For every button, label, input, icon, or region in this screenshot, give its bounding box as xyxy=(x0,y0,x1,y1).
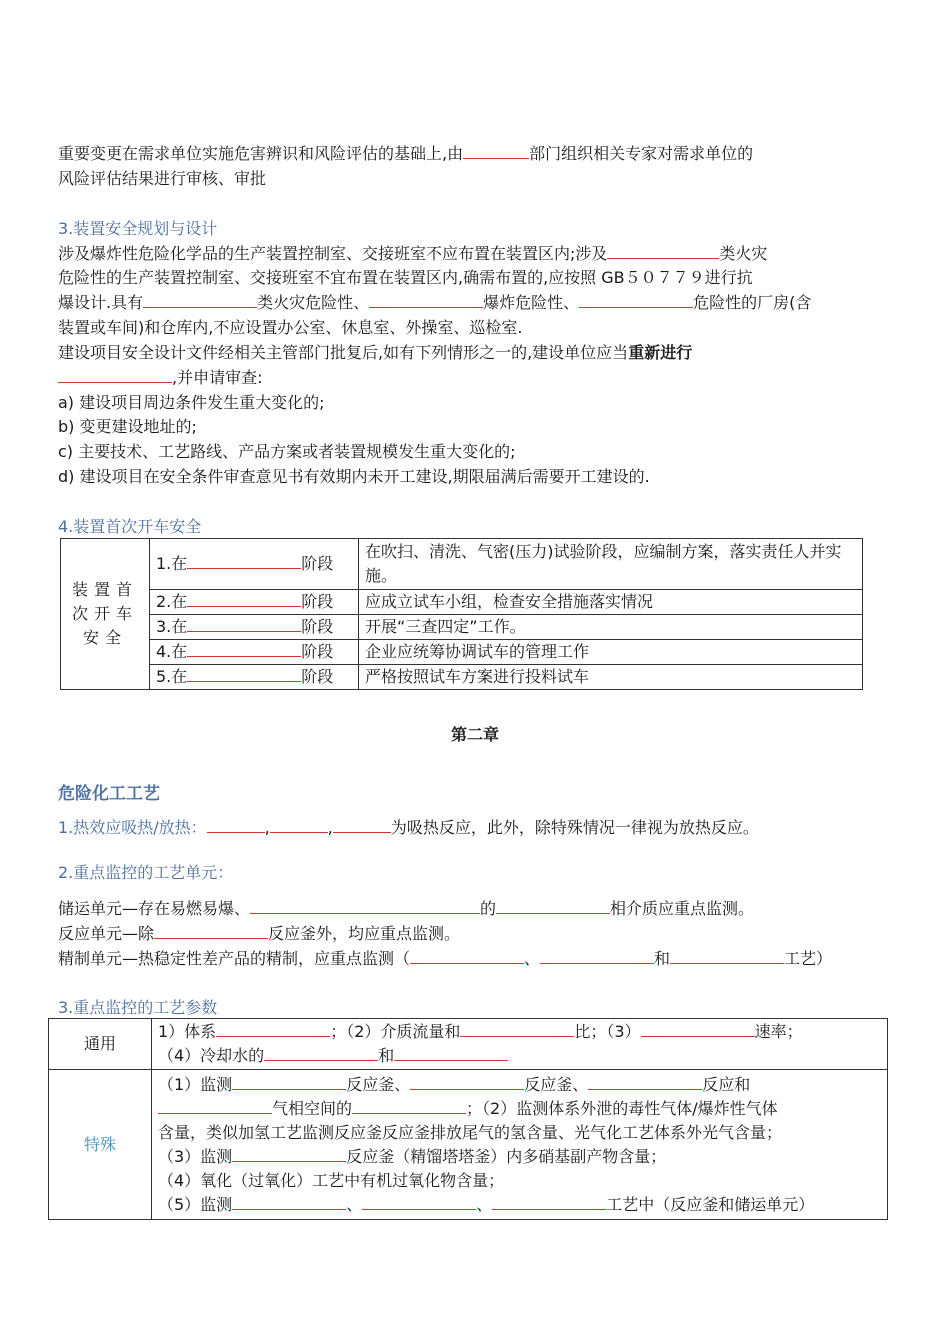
paragraph-line: 精制单元—热稳定性差产品的精制，应重点监测（ 、 和 工艺） xyxy=(58,949,833,968)
fill-blank xyxy=(369,291,483,308)
section-heading: 4.装置首次开车安全 xyxy=(58,517,202,536)
fill-blank xyxy=(232,1145,346,1162)
fill-blank xyxy=(250,897,480,914)
fill-blank xyxy=(460,1020,574,1037)
stage-cell: 3.在 阶段 xyxy=(150,615,359,640)
fill-blank xyxy=(410,1073,524,1090)
fill-blank xyxy=(187,590,301,607)
general-params-cell xyxy=(152,1019,888,1070)
table-row xyxy=(61,590,863,615)
stage-cell: 4.在 阶段 xyxy=(150,640,359,665)
description-cell: 应成立试车小组，检查安全措施落实情况 xyxy=(359,590,863,615)
list-item: d) 建设项目在安全条件审查意见书有效期内未开工建设,期限届满后需要开工建设的. xyxy=(58,467,650,486)
stage-cell: 5.在 阶段 xyxy=(150,665,359,690)
description-cell: 在吹扫、清洗、气密(压力)试验阶段，应编制方案，落实责任人并实施。 xyxy=(359,539,863,590)
fill-blank xyxy=(216,1020,330,1037)
fill-blank xyxy=(58,366,172,383)
fill-blank xyxy=(496,897,610,914)
fill-blank xyxy=(270,816,328,833)
fill-blank xyxy=(579,291,693,308)
fill-blank xyxy=(158,1097,272,1114)
stage-cell: 2.在 阶段 xyxy=(150,590,359,615)
fill-blank xyxy=(187,552,301,569)
fill-blank xyxy=(264,1044,378,1061)
fill-blank xyxy=(187,615,301,632)
param-line: （4）冷却水的 和 xyxy=(158,1044,881,1068)
paragraph-line: 装置或车间)和仓库内,不应设置办公室、休息室、外操室、巡检室. xyxy=(58,318,523,337)
param-line: 1）体系 ；（2）介质流量和 比；（3） 速率； xyxy=(158,1022,803,1041)
param-line: （5）监测 、 、 工艺中（反应釜和储运单元） xyxy=(158,1194,815,1214)
process-parameters-table xyxy=(48,1018,888,1220)
paragraph-line: 危险性的生产装置控制室、交接班室不宜布置在装置区内,确需布置的,应按照 GB５０７７９进行抗 xyxy=(58,268,753,287)
fill-blank xyxy=(333,816,391,833)
general-label-cell: 通用 xyxy=(49,1019,152,1070)
paragraph-line: 重要变更在需求单位实施危害辨识和风险评估的基础上,由 部门组织相关专家对需求单位的 xyxy=(58,144,754,163)
param-line: 气相空间的 ；（2）监测体系外泄的毒性气体/爆炸性气体 xyxy=(158,1097,881,1121)
param-line: （1）监测 反应釜、 反应釜、 反应和 xyxy=(158,1074,751,1094)
fill-blank xyxy=(187,640,301,657)
param-line: （4）氧化（过氧化）工艺中有机过氧化物含量； xyxy=(158,1170,505,1190)
table-row xyxy=(49,1070,888,1220)
section-heading: 3.装置安全规划与设计 xyxy=(58,219,218,238)
param-line: 含量，类似加氢工艺监测反应釜反应釜排放尾气的氢含量、光气化工艺体系外光气含量； xyxy=(158,1122,783,1142)
description-cell: 开展“三查四定”工作。 xyxy=(359,615,863,640)
fill-blank xyxy=(410,947,524,964)
section-heading: 3.重点监控的工艺参数 xyxy=(58,998,218,1017)
fill-blank xyxy=(232,1193,346,1210)
description-cell: 严格按照试车方案进行投料试车 xyxy=(359,665,863,690)
description-cell: 企业应统筹协调试车的管理工作 xyxy=(359,640,863,665)
table-row xyxy=(49,1019,888,1070)
section-label-cell: 装置首次开车安全 xyxy=(61,539,150,690)
paragraph-line: ,并申请审查: xyxy=(58,365,262,390)
fill-blank xyxy=(463,142,529,159)
paragraph-line: 风险评估结果进行审核、审批 xyxy=(58,169,267,188)
section-heading: 危险化工工艺 xyxy=(58,784,160,804)
list-item: b) 变更建设地址的; xyxy=(58,417,197,436)
fill-blank xyxy=(394,1044,508,1061)
table-row xyxy=(61,665,863,690)
param-line: （3）监测 反应釜（精馏塔塔釜）内多硝基副产物含量； xyxy=(158,1146,667,1166)
fill-blank xyxy=(154,922,268,939)
fill-blank xyxy=(187,665,301,682)
list-item: a) 建设项目周边条件发生重大变化的; xyxy=(58,393,325,412)
special-label-cell: 特殊 xyxy=(49,1070,152,1220)
list-item: c) 主要技术、工艺路线、产品方案或者装置规模发生重大变化的; xyxy=(58,442,516,461)
chapter-title: 第二章 xyxy=(450,725,499,744)
table-row xyxy=(61,539,863,590)
stage-cell: 1.在 阶段 xyxy=(150,539,359,590)
table-row xyxy=(61,640,863,665)
paragraph-line: 1.热效应吸热/放热： , , 为吸热反应，此外，除特殊情况一律视为放热反应。 xyxy=(58,818,759,837)
table-row xyxy=(61,615,863,640)
fill-blank xyxy=(143,291,257,308)
section-heading: 2.重点监控的工艺单元： xyxy=(58,863,234,882)
fill-blank xyxy=(540,947,654,964)
paragraph-line: 建设项目安全设计文件经相关主管部门批复后,如有下列情形之一的,建设单位应当重新进行 xyxy=(58,343,693,362)
paragraph-line: 储运单元—存在易燃易爆、 的 相介质应重点监测。 xyxy=(58,899,755,918)
paragraph-line: 爆设计.具有 类火灾危险性、 爆炸危险性、 危险性的厂房(含 xyxy=(58,293,812,312)
fill-blank xyxy=(492,1193,606,1210)
special-params-cell xyxy=(152,1070,888,1220)
fill-blank xyxy=(352,1097,466,1114)
paragraph-line: 反应单元—除 反应釜外，均应重点监测。 xyxy=(58,924,461,943)
paragraph-line: 涉及爆炸性危险化学品的生产装置控制室、交接班室不应布置在装置区内;涉及 类火灾 xyxy=(58,244,768,263)
fill-blank xyxy=(207,816,265,833)
fill-blank xyxy=(641,1020,755,1037)
fill-blank xyxy=(362,1193,476,1210)
fill-blank xyxy=(588,1073,702,1090)
fill-blank xyxy=(670,947,784,964)
startup-safety-table xyxy=(60,538,863,690)
fill-blank xyxy=(607,242,719,259)
fill-blank xyxy=(232,1073,346,1090)
